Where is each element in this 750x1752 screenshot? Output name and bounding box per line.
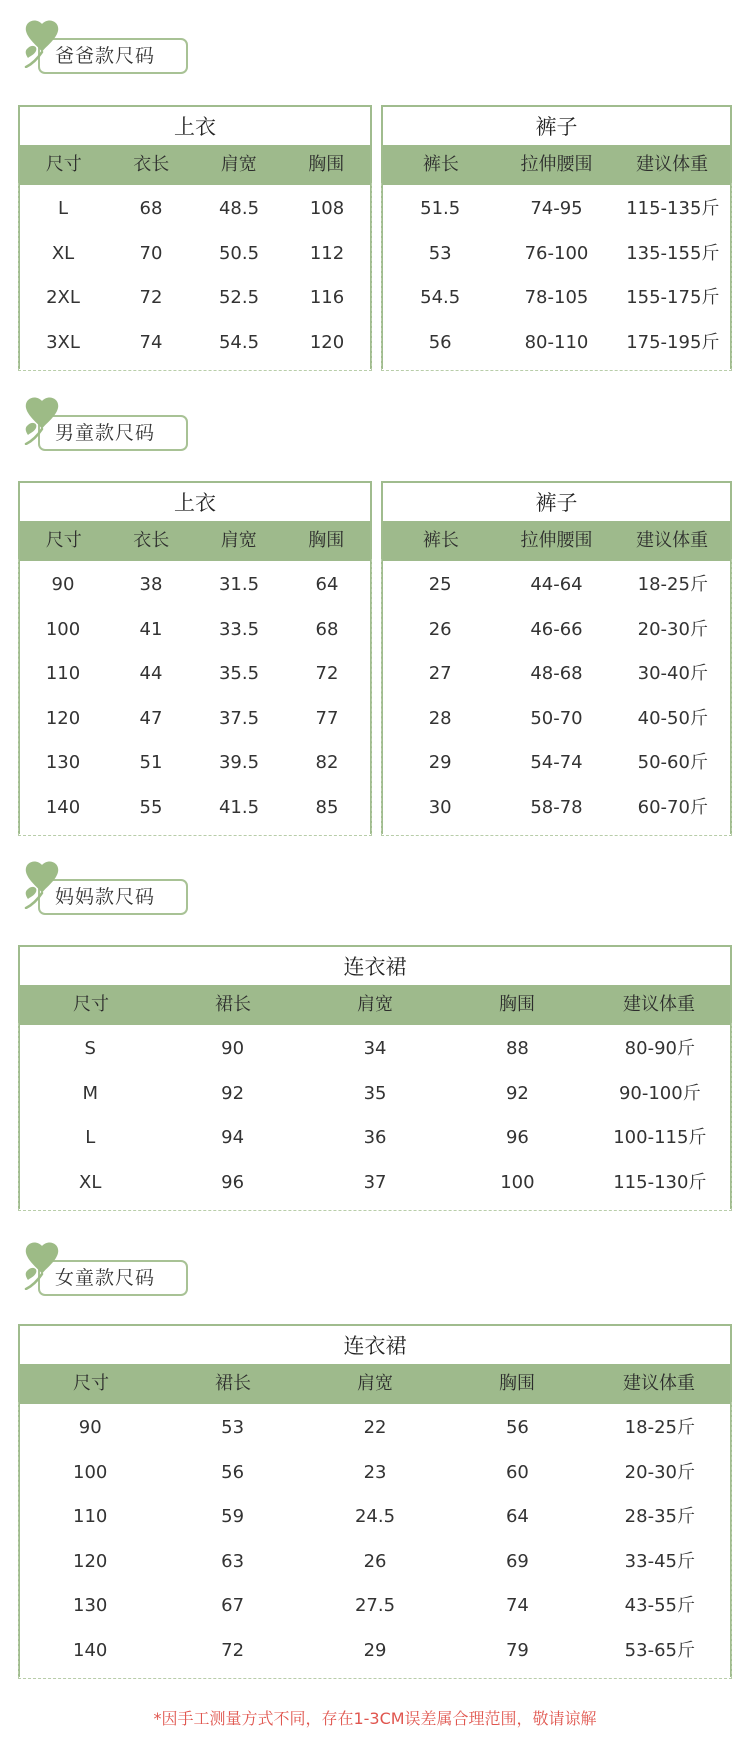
table-cell: 69	[505, 1550, 529, 1572]
table-cell: L	[85, 1127, 96, 1148]
column-header: 建议体重	[623, 994, 695, 1015]
table-row	[19, 1629, 731, 1674]
table-cell: M	[82, 1082, 98, 1104]
table-cell: 130	[45, 752, 81, 773]
table-body	[18, 183, 372, 371]
table-cell: 51.5	[420, 198, 461, 219]
table-cell: 92	[221, 1082, 245, 1104]
table-cell: 30-40斤	[637, 663, 708, 684]
column-header: 胸围	[308, 154, 345, 175]
section-title: 女童款尺码	[55, 1267, 156, 1289]
table-cell: 44-64	[530, 574, 583, 595]
table-cell: 53	[428, 242, 452, 264]
table-cell: 2XL	[46, 287, 80, 308]
table-cell: 64	[315, 574, 339, 595]
table-cell: 31.5	[218, 574, 260, 595]
table-cell: 116	[309, 287, 345, 308]
table-row	[19, 1495, 731, 1540]
table-cell: 77	[315, 707, 339, 729]
table-cell: 68	[139, 198, 163, 219]
table-cell: 70	[139, 242, 163, 264]
column-header: 肩宽	[220, 530, 257, 551]
table-cell: 72	[221, 1639, 245, 1661]
table-cell: 115-135斤	[626, 198, 720, 219]
table-cell: 92	[505, 1082, 529, 1104]
table-cell: 110	[73, 1506, 108, 1527]
table-cell: 27.5	[354, 1595, 396, 1616]
table-cell: 82	[315, 752, 339, 773]
table-cell: 48.5	[218, 198, 260, 219]
table-cell: 72	[139, 287, 163, 308]
size-table	[18, 481, 372, 834]
table-cell: 78-105	[524, 287, 589, 308]
table-cell: 40-50斤	[637, 707, 708, 729]
table-cell: 56	[505, 1417, 529, 1438]
table-header-row	[20, 985, 730, 1025]
column-header: 拉伸腰围	[520, 154, 593, 175]
table-cell: 80-110	[524, 331, 589, 353]
table-cell: 28-35斤	[624, 1506, 695, 1527]
table-header-row	[20, 521, 370, 561]
column-header: 建议体重	[623, 1373, 695, 1394]
table-caption: 裤子	[383, 483, 730, 521]
table-cell: 108	[309, 198, 345, 219]
table-cell: 85	[315, 796, 339, 818]
table-cell: 112	[309, 242, 345, 264]
table-row	[382, 608, 731, 653]
table-cell: 39.5	[218, 752, 260, 773]
table-cell: 140	[73, 1639, 108, 1661]
table-cell: 53	[221, 1417, 245, 1438]
size-table	[18, 105, 372, 369]
size-table	[18, 1324, 732, 1677]
table-cell: 52.5	[218, 287, 260, 308]
column-header: 建议体重	[636, 154, 709, 175]
table-row	[382, 741, 731, 786]
table-cell: XL	[79, 1171, 102, 1193]
table-row	[382, 321, 731, 366]
table-cell: 155-175斤	[626, 287, 720, 308]
table-cell: 41.5	[218, 796, 260, 818]
table-cell: 18-25斤	[637, 574, 708, 595]
table-row	[19, 1161, 731, 1206]
table-caption: 连衣裙	[20, 947, 730, 985]
table-cell: 96	[221, 1171, 245, 1193]
table-row	[382, 276, 731, 321]
table-cell: 25	[428, 574, 452, 595]
table-cell: 60-70斤	[637, 796, 708, 818]
table-row	[19, 697, 371, 742]
column-header: 胸围	[499, 1373, 535, 1394]
table-cell: 27	[428, 663, 452, 684]
column-header: 建议体重	[636, 530, 709, 551]
table-cell: 120	[73, 1550, 108, 1572]
column-header: 裙长	[215, 1373, 251, 1394]
table-cell: 76-100	[524, 242, 589, 264]
table-body	[18, 559, 372, 836]
column-header: 拉伸腰围	[520, 530, 593, 551]
table-row	[382, 232, 731, 277]
table-cell: 35	[363, 1082, 387, 1104]
section-header	[18, 859, 193, 919]
table-cell: 22	[363, 1417, 387, 1438]
table-cell: 88	[505, 1038, 529, 1059]
table-cell: XL	[51, 242, 75, 264]
table-cell: 26	[363, 1550, 387, 1572]
column-header: 尺寸	[73, 1373, 109, 1394]
table-cell: 20-30斤	[637, 618, 708, 640]
table-cell: 68	[315, 618, 339, 640]
table-row	[382, 786, 731, 831]
table-cell: 23	[363, 1461, 387, 1483]
table-row	[19, 276, 371, 321]
table-cell: 43-55斤	[624, 1595, 695, 1616]
table-cell: 94	[221, 1127, 245, 1148]
table-cell: 135-155斤	[626, 242, 720, 264]
table-cell: 51	[139, 752, 163, 773]
table-cell: 36	[363, 1127, 387, 1148]
table-cell: 90	[51, 574, 75, 595]
table-caption: 上衣	[20, 483, 370, 521]
table-cell: 54.5	[420, 287, 461, 308]
table-cell: 24.5	[354, 1506, 396, 1527]
table-cell: 96	[505, 1127, 529, 1148]
table-cell: 46-66	[530, 618, 583, 640]
size-table	[381, 105, 732, 369]
column-header: 肩宽	[220, 154, 257, 175]
table-header-row	[20, 145, 370, 185]
table-cell: 35.5	[218, 663, 260, 684]
table-cell: 47	[139, 707, 163, 729]
table-cell: 18-25斤	[624, 1417, 695, 1438]
table-row	[19, 1540, 731, 1585]
table-cell: 30	[428, 796, 452, 818]
table-cell: L	[57, 198, 69, 219]
table-row	[19, 652, 371, 697]
table-cell: 37.5	[218, 707, 260, 729]
table-cell: 54.5	[218, 331, 260, 353]
section-title: 妈妈款尺码	[55, 886, 156, 908]
table-row	[19, 608, 371, 653]
table-cell: 100	[500, 1171, 535, 1193]
table-body	[381, 559, 732, 836]
size-table	[18, 945, 732, 1209]
table-cell: 58-78	[530, 796, 583, 818]
section-title: 爸爸款尺码	[55, 45, 156, 67]
table-cell: 175-195斤	[626, 331, 720, 353]
table-cell: 74-95	[530, 198, 583, 219]
table-cell: 80-90斤	[624, 1038, 695, 1059]
table-cell: 56	[428, 331, 452, 353]
column-header: 尺寸	[45, 530, 82, 551]
table-cell: 67	[221, 1595, 245, 1616]
table-header-row	[20, 1364, 730, 1404]
column-header: 尺寸	[45, 154, 82, 175]
table-cell: 29	[428, 752, 452, 773]
table-cell: 33.5	[218, 618, 260, 640]
table-row	[382, 697, 731, 742]
table-body	[381, 183, 732, 371]
table-row	[19, 187, 371, 232]
table-row	[19, 321, 371, 366]
table-cell: 33-45斤	[624, 1550, 695, 1572]
column-header: 胸围	[499, 994, 535, 1015]
table-cell: 53-65斤	[624, 1639, 695, 1661]
table-cell: 72	[315, 663, 339, 684]
table-row	[382, 563, 731, 608]
table-cell: 90	[78, 1417, 102, 1438]
section-header	[18, 1240, 193, 1300]
table-body	[18, 1402, 732, 1679]
table-cell: 50-60斤	[637, 752, 708, 773]
table-cell: 29	[363, 1639, 387, 1661]
table-row	[19, 1406, 731, 1451]
table-header-row	[383, 521, 730, 561]
table-cell: 20-30斤	[624, 1461, 695, 1483]
measurement-note: *因手工测量方式不同，存在1-3CM误差属合理范围，敬请谅解	[153, 1709, 597, 1728]
table-row	[19, 563, 371, 608]
table-cell: 44	[139, 663, 163, 684]
table-cell: 74	[505, 1595, 529, 1616]
column-header: 肩宽	[357, 994, 393, 1015]
table-cell: 34	[363, 1038, 387, 1059]
table-cell: 100-115斤	[613, 1127, 707, 1148]
table-row	[19, 741, 371, 786]
table-row	[382, 652, 731, 697]
table-cell: 115-130斤	[613, 1171, 707, 1193]
table-cell: 48-68	[530, 663, 583, 684]
table-cell: 110	[45, 663, 81, 684]
table-row	[19, 232, 371, 277]
table-cell: S	[84, 1038, 96, 1059]
table-header-row	[383, 145, 730, 185]
table-row	[19, 1027, 731, 1072]
table-cell: 28	[428, 707, 452, 729]
table-cell: 41	[139, 618, 163, 640]
table-cell: 59	[221, 1506, 245, 1527]
table-cell: 50.5	[218, 242, 260, 264]
column-header: 衣长	[133, 530, 170, 551]
table-row	[19, 786, 371, 831]
table-cell: 37	[363, 1171, 387, 1193]
table-row	[19, 1584, 731, 1629]
table-cell: 64	[505, 1506, 529, 1527]
table-cell: 54-74	[530, 752, 583, 773]
table-cell: 120	[309, 331, 345, 353]
table-body	[18, 1023, 732, 1211]
table-cell: 60	[505, 1461, 529, 1483]
table-cell: 3XL	[46, 331, 80, 353]
section-header	[18, 395, 193, 455]
table-caption: 上衣	[20, 107, 370, 145]
section-title: 男童款尺码	[55, 422, 156, 444]
column-header: 肩宽	[357, 1373, 393, 1394]
column-header: 裤长	[422, 154, 459, 175]
column-header: 尺寸	[73, 994, 109, 1015]
table-caption: 裤子	[383, 107, 730, 145]
column-header: 裤长	[422, 530, 459, 551]
column-header: 胸围	[308, 530, 345, 551]
table-cell: 79	[505, 1639, 529, 1661]
table-cell: 26	[428, 618, 452, 640]
table-row	[19, 1116, 731, 1161]
section-header	[18, 18, 193, 78]
table-cell: 55	[139, 796, 163, 818]
table-cell: 100	[45, 618, 81, 640]
table-cell: 38	[139, 574, 163, 595]
table-row	[19, 1451, 731, 1496]
table-caption: 连衣裙	[20, 1326, 730, 1364]
table-cell: 74	[139, 331, 163, 353]
size-table	[381, 481, 732, 834]
table-row	[382, 187, 731, 232]
table-cell: 130	[73, 1595, 108, 1616]
table-cell: 56	[221, 1461, 245, 1483]
table-cell: 120	[45, 707, 81, 729]
table-cell: 50-70	[530, 707, 583, 729]
column-header: 衣长	[133, 154, 170, 175]
table-cell: 140	[45, 796, 81, 818]
table-cell: 90	[221, 1038, 245, 1059]
table-cell: 90-100斤	[618, 1082, 701, 1104]
column-header: 裙长	[215, 994, 251, 1015]
table-cell: 63	[221, 1550, 245, 1572]
table-row	[19, 1072, 731, 1117]
table-cell: 100	[73, 1461, 108, 1483]
